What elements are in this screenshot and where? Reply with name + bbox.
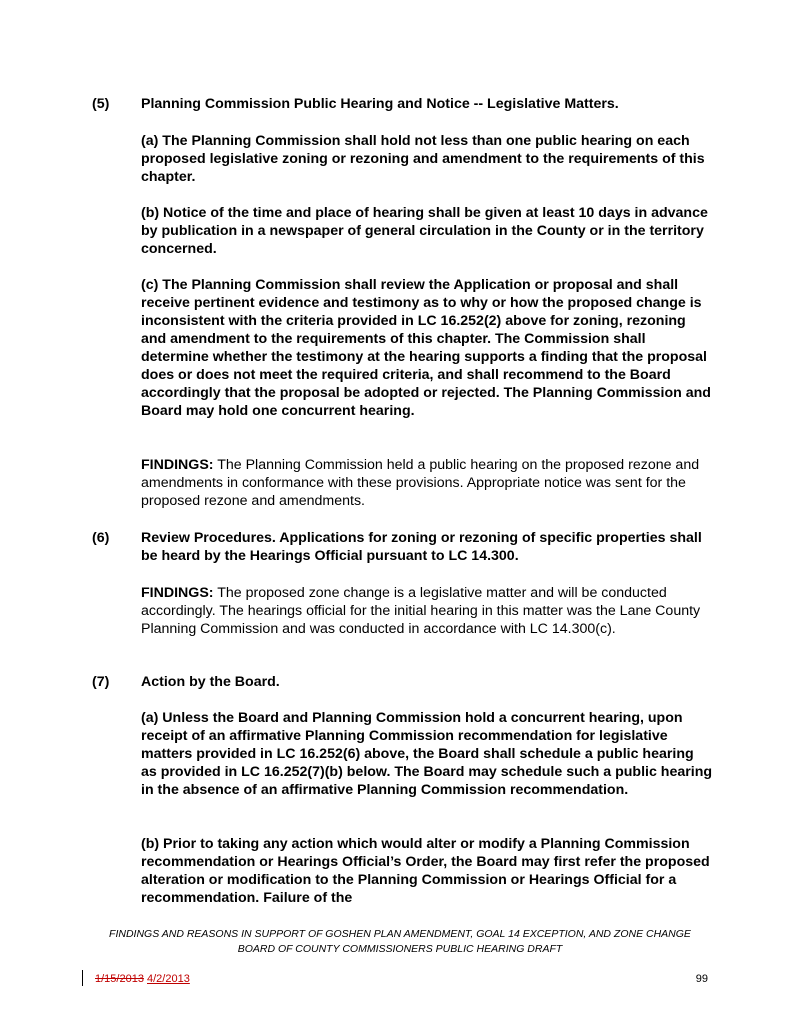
footer-title-line: FINDINGS AND REASONS IN SUPPORT OF GOSHEN PLAN AMENDMENT, GOAL 14 EXCEPTION, AND ZONE CHANGE bbox=[109, 928, 691, 940]
section-7-paragraph-a: (a) Unless the Board and Planning Commission hold a concurrent hearing, upon receipt of an affirmative Planning Commission recommendation for legislative matters provided in LC 16.252(6) above, the Board shall schedule a public hearing as provided in LC 16.252(7)(b) below. The Board may schedule such a public hearing in the absence of an affirmative Planning Commission recommendation. bbox=[141, 710, 713, 798]
findings-text: The proposed zone change is a legislative matter and will be conducted accordingly. The hearings official for the initial hearing in this matter was the Lane County Planning Commission and was conducted in accordance with LC 14.300(c). bbox=[141, 585, 701, 637]
section-number: (6) bbox=[92, 530, 110, 546]
section-heading: Planning Commission Public Hearing and Notice -- Legislative Matters. bbox=[141, 96, 619, 112]
section-5-heading-row bbox=[92, 95, 712, 113]
inserted-date: 4/2/2013 bbox=[147, 973, 190, 985]
footer-date bbox=[95, 973, 190, 985]
deleted-date: 1/15/2013 bbox=[95, 973, 144, 985]
section-5-findings bbox=[141, 456, 713, 510]
findings-label: FINDINGS: bbox=[141, 457, 214, 473]
section-6-heading-row bbox=[92, 529, 712, 565]
section-5-paragraph-a: (a) The Planning Commission shall hold not less than one public hearing on each proposed legislative zoning or rezoning and amendment to the requirements of this chapter. bbox=[141, 133, 705, 185]
section-5-paragraph-c: (c) The Planning Commission shall review the Application or proposal and shall receive pertinent evidence and testimony as to why or how the proposed change is inconsistent with the criteria provided in LC 16.252(2) above for zoning, rezoning and amendment to the requirements of this chapter. The Commission shall determine whether the testimony at the hearing supports a finding that the proposal does or does not meet the required criteria, and shall recommend to the Board accordingly that the proposal be adopted or rejected. The Planning Commission and Board may hold one concurrent hearing. bbox=[141, 277, 711, 419]
footer-subtitle-line: BOARD OF COUNTY COMMISSIONERS PUBLIC HEARING DRAFT bbox=[237, 943, 563, 955]
page-number: 99 bbox=[695, 973, 708, 985]
section-heading: Review Procedures. Applications for zoning or rezoning of specific properties shall be heard by the Hearings Official pursuant to LC 14.300. bbox=[141, 530, 702, 564]
findings-text: The Planning Commission held a public hearing on the proposed rezone and amendments in conformance with these provisions. Appropriate notice was sent for the proposed rezone and amendments. bbox=[141, 457, 700, 509]
section-7-paragraph-b: (b) Prior to taking any action which would alter or modify a Planning Commission recommendation or Hearings Official’s Order, the Board may first refer the proposed alteration or modification to the Planning Commission or Hearings Official for a recommendation. Failure of the bbox=[141, 836, 710, 906]
section-heading: Action by the Board. bbox=[141, 674, 280, 690]
section-number: (7) bbox=[92, 674, 110, 690]
revision-change-bar bbox=[82, 970, 83, 986]
section-5-paragraph-b: (b) Notice of the time and place of hearing shall be given at least 10 days in advance by publication in a newspaper of general circulation in the County or in the territory concerned. bbox=[141, 205, 708, 257]
section-number: (5) bbox=[92, 96, 110, 112]
section-7-heading-row bbox=[92, 673, 712, 691]
findings-label: FINDINGS: bbox=[141, 585, 214, 601]
section-6-findings bbox=[141, 584, 713, 638]
